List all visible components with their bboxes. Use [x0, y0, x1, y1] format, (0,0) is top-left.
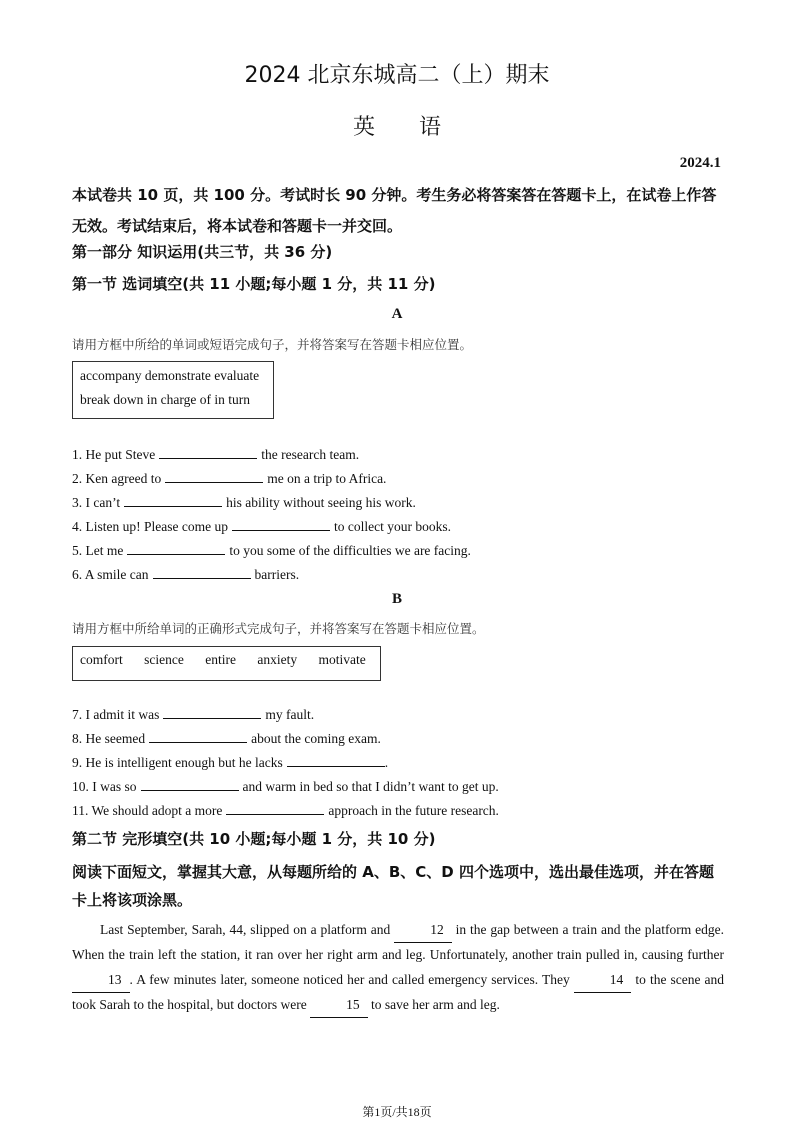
exam-date: 2024.1 [679, 155, 721, 171]
word-box-b-word: anxiety [257, 652, 298, 667]
question [72, 470, 386, 487]
answer-blank[interactable] [287, 754, 385, 767]
question-text: . [384, 755, 389, 770]
answer-blank[interactable] [127, 542, 225, 555]
answer-blank[interactable] [149, 730, 247, 743]
answer-blank[interactable] [226, 802, 324, 815]
section2-heading: 第二节 完形填空(共 10 小题;每小题 1 分，共 10 分) [72, 830, 436, 848]
passage-text: . A few minutes later, someone noticed her and called emergency services. They [129, 971, 570, 987]
question-text: to you some of the difficulties we are facing. [229, 543, 471, 558]
question [72, 754, 388, 771]
question [72, 518, 451, 535]
question-text: 4. Listen up! Please come up [72, 519, 228, 534]
answer-blank[interactable] [159, 446, 257, 459]
question-text: 2. Ken agreed to [72, 471, 162, 486]
question-text: me on a trip to Africa. [267, 471, 387, 486]
answer-blank[interactable] [232, 518, 330, 531]
part1-heading: 第一部分 知识运用(共三节，共 36 分) [72, 243, 333, 261]
group-b-instruction: 请用方框中所给单词的正确形式完成句子，并将答案写在答题卡相应位置。 [72, 621, 485, 636]
question-text: 5. Let me [72, 543, 124, 558]
word-box-a-line2: break down in charge of in turn [80, 392, 250, 407]
answer-blank[interactable] [124, 494, 222, 507]
question-text: 6. A smile can [72, 567, 149, 582]
question-text: 9. He is intelligent enough but he lacks [72, 755, 283, 770]
question-text: 3. I can’t [72, 495, 121, 510]
question-text: 1. He put Steve [72, 447, 156, 462]
passage-text: in the gap between a train and the platform edge. When the train left the station, it ran over her right arm and leg. Unfortunately, another train pulled in, causing further [72, 922, 725, 963]
word-box-b [72, 646, 381, 681]
question-text: to collect your books. [333, 519, 451, 534]
word-box-b-word: motivate [318, 652, 366, 667]
subject-title: 英 语 [352, 115, 441, 140]
page-footer: 第1页/共18页 [362, 1105, 432, 1119]
word-box-a-line1: accompany demonstrate evaluate [80, 368, 260, 383]
question [72, 730, 381, 747]
exam-instructions: 本试卷共 10 页，共 100 分。考试时长 90 分钟。考生务必将答案答在答题卡上，在试卷上作答无效。考试结束后，将本试卷和答题卡一并交回。 [72, 186, 717, 235]
passage-text: to save her arm and leg. [370, 996, 500, 1012]
question-text: the research team. [261, 447, 360, 462]
group-b-letter: B [391, 591, 402, 607]
cloze-passage [72, 918, 724, 1018]
question-text: about the coming exam. [251, 731, 381, 746]
question-text: 8. He seemed [72, 731, 146, 746]
question [72, 446, 359, 463]
word-box-b-word: science [144, 652, 184, 667]
question [72, 706, 314, 723]
blank-number[interactable]: 14 [574, 968, 632, 993]
blank-number[interactable]: 12 [394, 918, 452, 943]
word-box-b-word: entire [205, 652, 236, 667]
word-box-a [72, 361, 274, 419]
answer-blank[interactable] [141, 778, 239, 791]
passage-text: to the scene and took Sarah to the hospital, but doctors were [72, 971, 725, 1012]
blank-number[interactable]: 15 [310, 993, 368, 1018]
question-text: approach in the future research. [328, 803, 499, 818]
answer-blank[interactable] [163, 706, 261, 719]
question-text: 11. We should adopt a more [72, 803, 223, 818]
answer-blank[interactable] [153, 566, 251, 579]
question [72, 566, 299, 583]
passage-text: Last September, Sarah, 44, slipped on a platform and [100, 922, 391, 937]
question [72, 778, 499, 795]
question [72, 542, 471, 559]
question-text: his ability without seeing his work. [226, 495, 416, 510]
exam-title: 2024 北京东城高二（上）期末 [244, 63, 550, 88]
section1-heading: 第一节 选词填空(共 11 小题;每小题 1 分，共 11 分) [72, 275, 436, 293]
answer-blank[interactable] [165, 470, 263, 483]
question-text: and warm in bed so that I didn’t want to get up. [242, 779, 499, 794]
question-text: 10. I was so [72, 779, 137, 794]
question-text: my fault. [265, 707, 315, 722]
question-text: 7. I admit it was [72, 707, 160, 722]
group-a-letter: A [391, 306, 403, 322]
word-box-b-word: comfort [80, 652, 123, 667]
group-a-instruction: 请用方框中所给的单词或短语完成句子，并将答案写在答题卡相应位置。 [72, 337, 473, 352]
question-text: barriers. [254, 567, 300, 582]
question [72, 802, 499, 819]
question [72, 494, 416, 511]
reading-instruction: 阅读下面短文，掌握其大意，从每题所给的 A、B、C、D 四个选项中，选出最佳选项，并在答题卡上将该项涂黑。 [72, 863, 714, 909]
blank-number[interactable]: 13 [72, 968, 130, 993]
